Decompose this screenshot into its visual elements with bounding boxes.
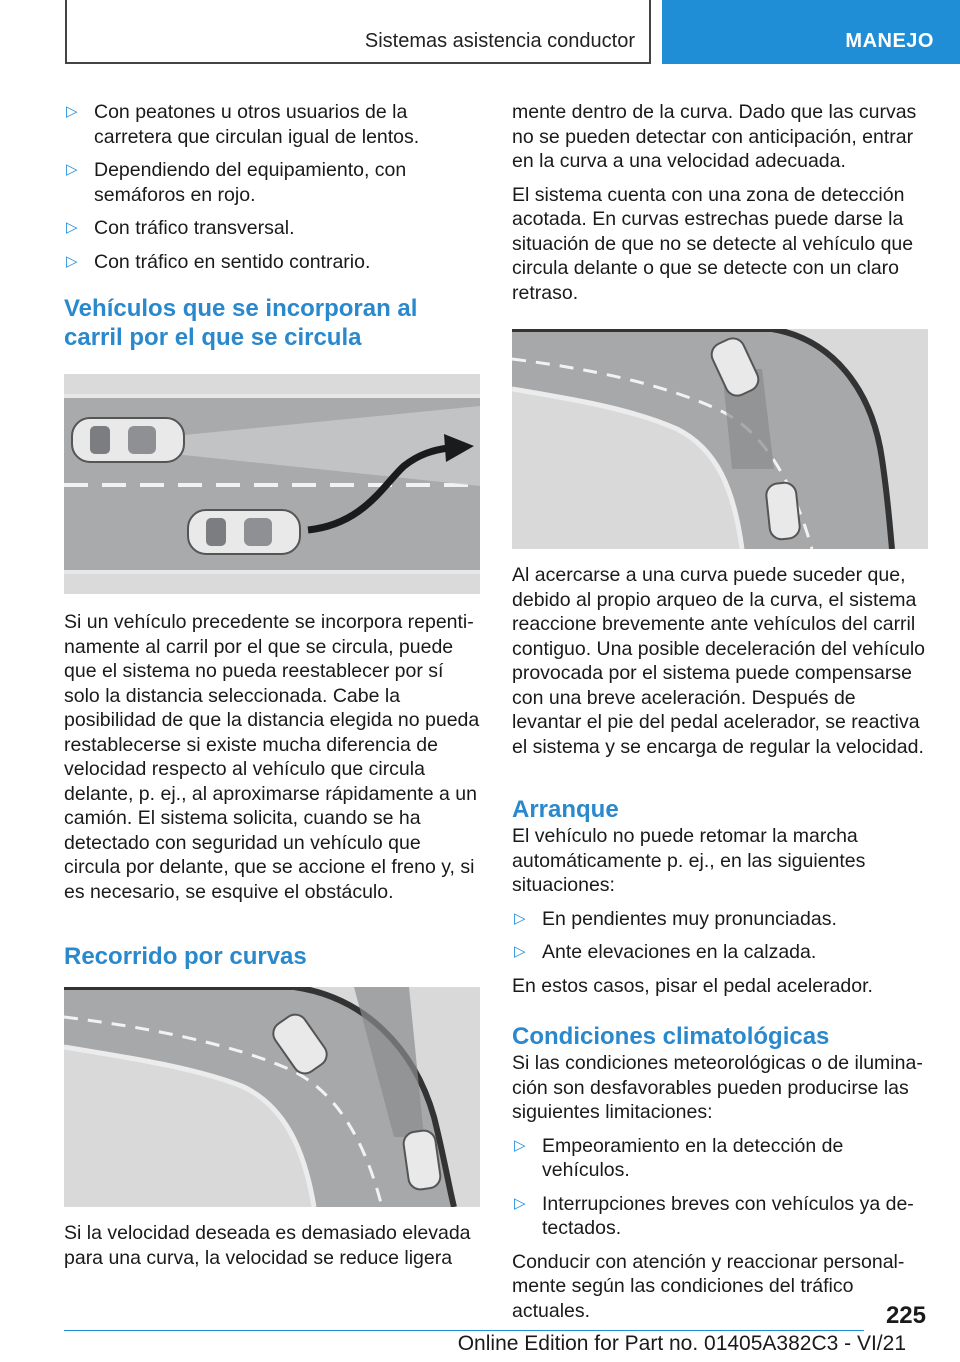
paragraph-curva-cont: mente dentro de la curva. Dado que las curvas no se pueden detectar con anticipación, entrar en la curva a una velocidad adecuada. (512, 101, 917, 172)
triangle-right-icon: ▷ (514, 1194, 526, 1212)
triangle-right-icon: ▷ (66, 161, 78, 178)
car-icon (188, 510, 300, 554)
left-column (64, 100, 480, 1270)
arranque-list (512, 907, 928, 965)
triangle-right-icon: ▷ (514, 1136, 526, 1154)
conditions-list (64, 100, 480, 274)
right-column (512, 100, 928, 1323)
list-item: ▷ Interrupciones breves con vehículos ya detectados. (514, 1192, 914, 1239)
triangle-right-icon: ▷ (514, 909, 526, 927)
list-item: ▷ Con tráfico en sentido contrario. (66, 250, 371, 273)
figure-curve-2 (512, 329, 928, 549)
car-icon (765, 482, 801, 541)
clima-list (512, 1134, 928, 1241)
paragraph-casos: En estos casos, pisar el pedal acelerador. (512, 974, 873, 997)
lane-change-illustration (64, 374, 480, 594)
list-item: ▷ Con tráfico transversal. (66, 217, 295, 239)
page-header (0, 0, 960, 66)
footer-divider (64, 1330, 864, 1331)
paragraph-clima: Si las condiciones meteorológicas o de iluminación son desfavorables pueden producirse las siguientes limitaciones: (512, 1052, 923, 1123)
chapter-title: MANEJO (845, 30, 934, 52)
heading-clima: Condiciones climatológicas (512, 1023, 830, 1050)
list-item: ▷ Dependiendo del equipamiento, con semáforos en rojo. (66, 159, 407, 206)
figure-curve-1 (64, 987, 480, 1207)
chapter-tab (662, 0, 960, 64)
paragraph-conducir: Conducir con atención y reaccionar personalmente según las condiciones del tráfico actuales. (512, 1250, 905, 1322)
list-item: ▷ En pendientes muy pronunciadas. (514, 907, 837, 930)
paragraph-incorporan: Si un vehículo precedente se incorpora repentinamente al carril por el que se circula, puede que el sistema no pueda reestablecer por sí solo la distancia seleccionada. Cabe la posibilidad de que la distancia elegida no pueda restablecerse si existe mucha diferencia de velocidad respecto al vehículo que circula delante, p. ej., al aproximarse rápidamente a un camión. El sistema solicita, cuando se ha detectado con seguridad un vehículo que circula por delante, que se accione el freno y, si es necesario, se esquive el obstáculo. (64, 611, 480, 903)
triangle-right-icon: ▷ (66, 252, 78, 270)
heading-curvas: Recorrido por curvas (64, 943, 307, 970)
paragraph-zona: El sistema cuenta con una zona de detección acotada. En curvas estrechas puede darse la situación de que no se detecte al vehículo que circula delante o que se detecte con un claro retraso. (512, 183, 914, 304)
car-icon (72, 418, 184, 462)
section-tab (65, 0, 651, 64)
figure-lane-change (64, 374, 480, 594)
paragraph-acercarse: Al acercarse a una curva puede suceder que, debido al propio arqueo de la curva, el sistema reaccione brevemente ante vehículos del carril contiguo. Una posible deceleración del vehículo provocada por el sistema puede compensarse con una breve aceleración. Después de levantar el pie del pedal acelerador, se reactiva el sistema y se encarga de regular la velocidad. (512, 564, 926, 758)
list-item: ▷ Empeoramiento en la detección de vehículos. (514, 1134, 844, 1181)
curve-detection-illustration (512, 329, 928, 549)
edition-footer: Online Edition for Part no. 01405A382C3 - VI/21 (457, 1332, 906, 1355)
triangle-right-icon: ▷ (66, 219, 78, 236)
triangle-right-icon: ▷ (514, 943, 526, 960)
section-title: Sistemas asistencia conductor (364, 30, 635, 52)
heading-arranque: Arranque (512, 796, 619, 823)
paragraph-curvas: Si la velocidad deseada es demasiado elevada para una curva, la velocidad se reduce ligera (64, 1222, 471, 1269)
list-item: ▷ Ante elevaciones en la calzada. (514, 941, 817, 963)
curve-illustration (64, 987, 480, 1207)
triangle-right-icon: ▷ (66, 103, 78, 120)
paragraph-arranque: El vehículo no puede retomar la marcha automáticamente p. ej., en las siguientes situaciones: (512, 825, 866, 896)
heading-incorporan: Vehículos que se incorporan al carril por el que se circula (64, 295, 418, 351)
page-number: 225 (885, 1302, 926, 1329)
list-item: ▷ Con peatones u otros usuarios de la carretera que circulan igual de lentos. (66, 101, 420, 148)
